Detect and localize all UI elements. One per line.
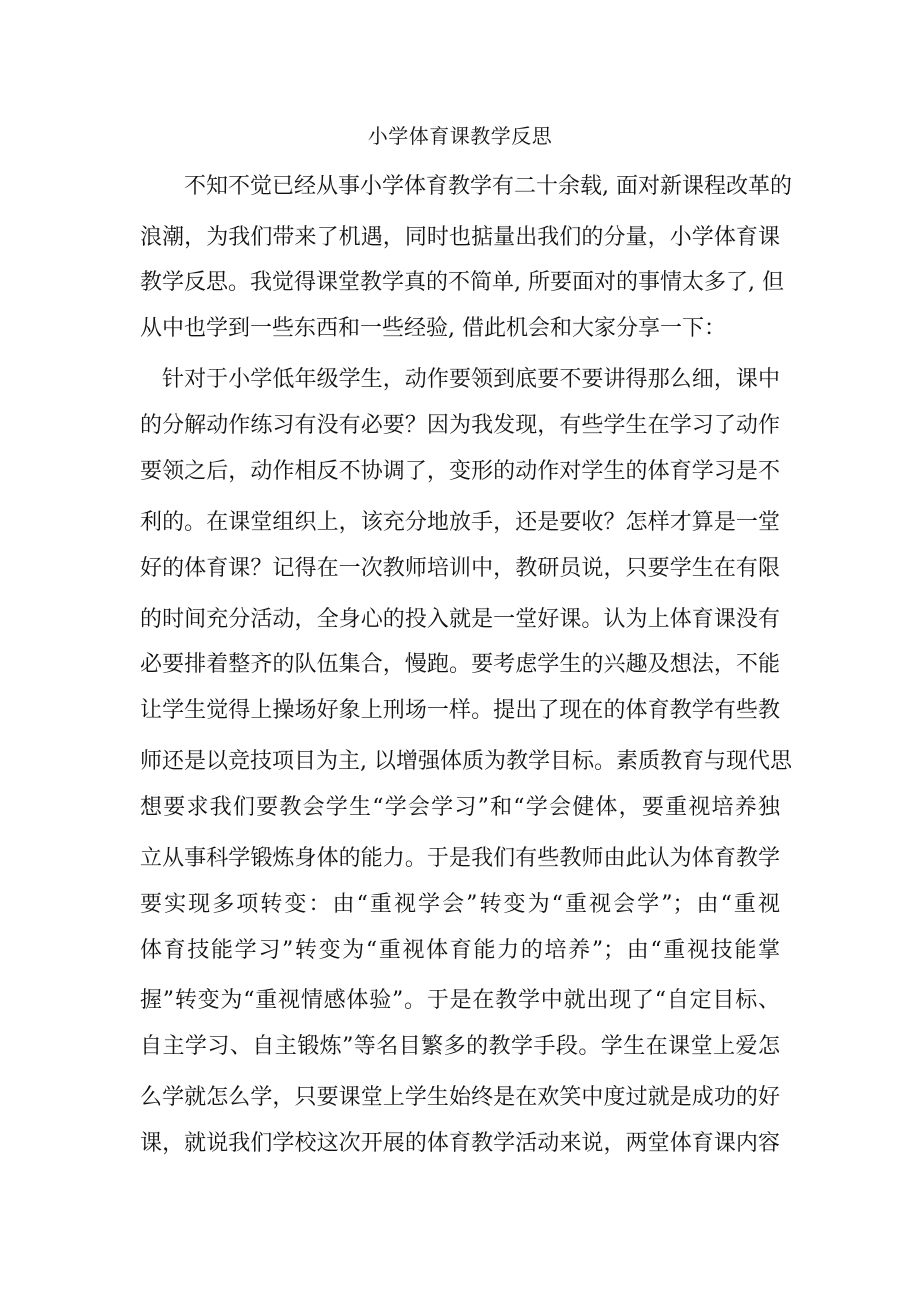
paragraph-line: 想要求我们要教会学生“学会学习”和“学会健体，要重视培养独: [140, 795, 780, 820]
paragraph-line: 么学就怎么学，只要课堂上学生始终是在欢笑中度过就是成功的好: [140, 1085, 780, 1110]
paragraph-line: 课，就说我们学校这次开展的体育教学活动来说，两堂体育课内容: [140, 1131, 780, 1156]
paragraph-line: 不知不觉已经从事小学体育教学有二十余载, 面对新课程改革的: [184, 174, 792, 199]
paragraph-line: 教学反思。我觉得课堂教学真的不简单, 所要面对的事情太多了, 但: [140, 270, 784, 295]
paragraph-line: 要实现多项转变：由“重视学会”转变为“重视会学”；由“重视: [140, 892, 780, 917]
paragraph-line: 让学生觉得上操场好象上刑场一样。提出了现在的体育教学有些教: [140, 698, 780, 723]
paragraph-line: 必要排着整齐的队伍集合，慢跑。要考虑学生的兴趣及想法，不能: [140, 652, 780, 677]
paragraph-line: 立从事科学锻炼身体的能力。于是我们有些教师由此认为体育教学: [140, 846, 780, 871]
paragraph-line: 浪潮，为我们带来了机遇，同时也掂量出我们的分量，小学体育课: [140, 225, 780, 250]
paragraph-line: 好的体育课？记得在一次教师培训中，教研员说，只要学生在有限: [140, 556, 780, 581]
paragraph-line: 利的。在课堂组织上，该充分地放手，还是要收？怎样才算是一堂: [140, 510, 780, 535]
paragraph-line: 体育技能学习”转变为“重视体育能力的培养”；由“重视技能掌: [140, 938, 780, 963]
paragraph-line: 的时间充分活动，全身心的投入就是一堂好课。认为上体育课没有: [140, 607, 780, 632]
document-title: 小学体育课教学反思: [367, 124, 553, 148]
paragraph-line: 从中也学到一些东西和一些经验, 借此机会和大家分享一下：: [140, 316, 726, 341]
paragraph-line: 师还是以竞技项目为主, 以增强体质为教学目标。素质教育与现代思: [140, 749, 792, 774]
paragraph-line: 要领之后，动作相反不协调了，变形的动作对学生的体育学习是不: [140, 459, 780, 484]
paragraph-line: 握”转变为“重视情感体验”。于是在教学中就出现了“自定目标、: [140, 988, 780, 1013]
paragraph-line: 针对于小学低年级学生，动作要领到底要不要讲得那么细，课中: [162, 367, 780, 392]
paragraph-line: 自主学习、自主锻炼”等名目繁多的教学手段。学生在课堂上爱怎: [140, 1034, 780, 1059]
paragraph-line: 的分解动作练习有没有必要？因为我发现，有些学生在学习了动作: [140, 413, 780, 438]
